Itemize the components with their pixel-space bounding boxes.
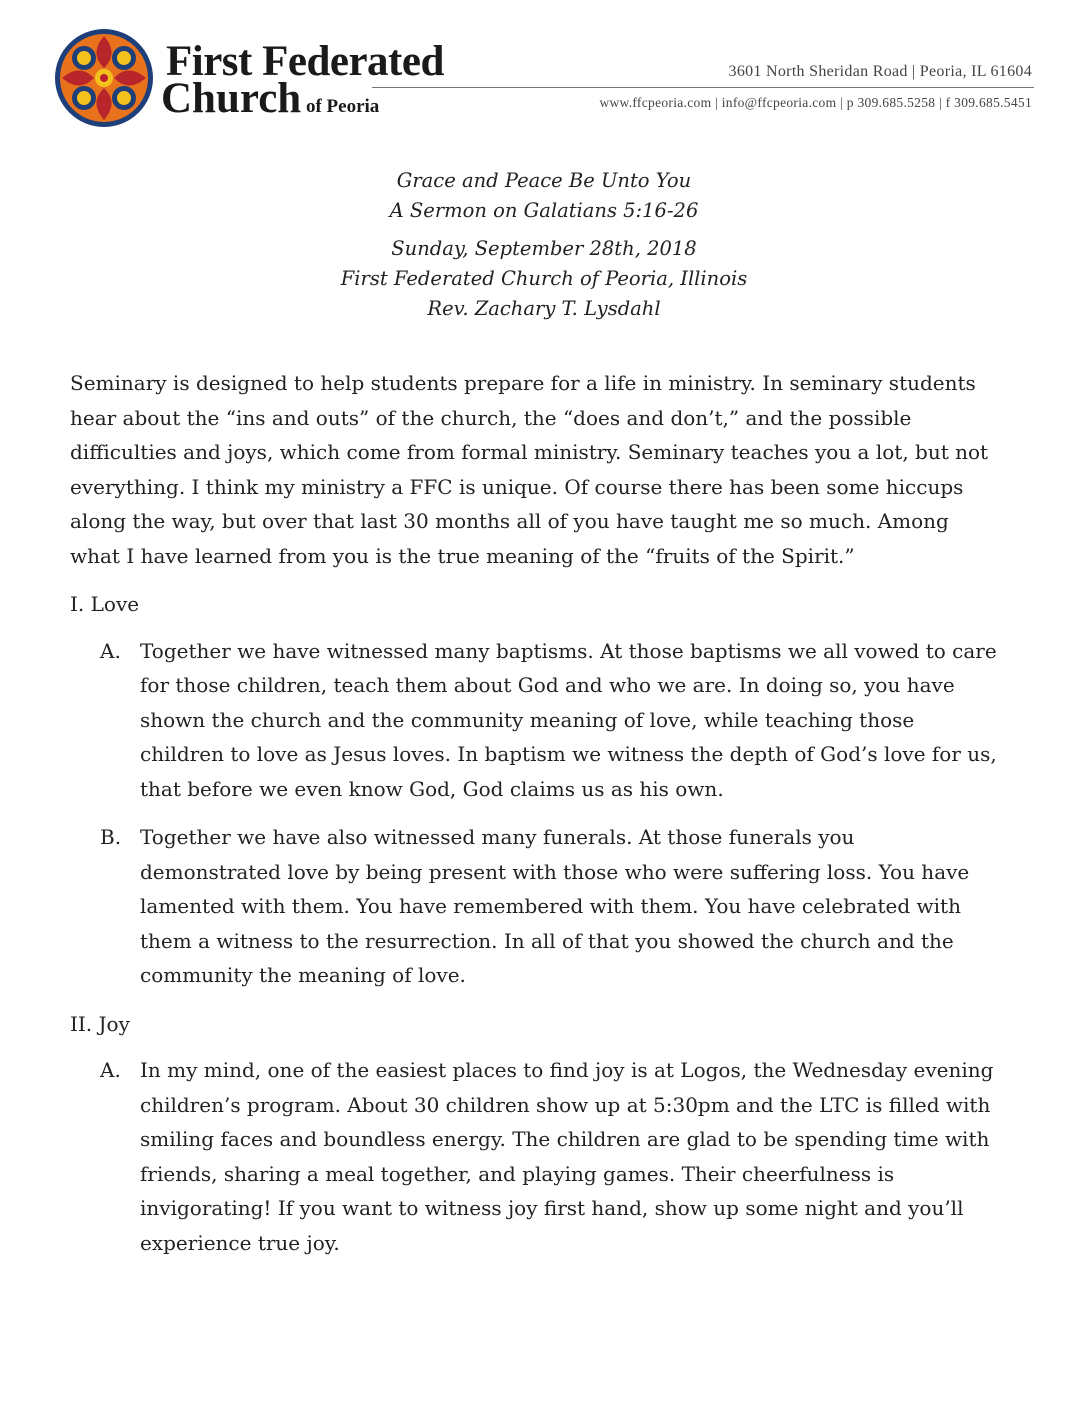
- title-gap: [0, 226, 1088, 234]
- org-name-of-peoria: of Peoria: [301, 96, 380, 117]
- outline-item-text: Together we have witnessed many baptisms. At those baptisms we all vowed to care for those children, teach them about God and who we are. In doing so, you have shown the church and the community meaning of love, while teaching those children to love as Jesus loves. In baptism we witness the depth of God’s love for us, that before we even know God, God claims us as his own.: [140, 638, 997, 801]
- org-name-line2: [161, 77, 379, 120]
- outline-item: [70, 1053, 1000, 1260]
- intro-paragraph: Seminary is designed to help students prepare for a life in ministry. In seminary students hear about the “ins and outs” of the church, the “does and don’t,” and the possible difficulties and joys, which come from formal ministry. Seminary teaches you a lot, but not everything. I think my ministry a FFC is unique. Of course there has been some hiccups along the way, but over that last 30 months all of you have taught me so much. Among what I have learned from you is the true meaning of the “fruits of the Spirit.”: [70, 371, 989, 568]
- sermon-title: Grace and Peace Be Unto You: [396, 169, 692, 192]
- address: 3601 North Sheridan Road | Peoria, IL 61604: [728, 63, 1032, 80]
- letterhead: [0, 0, 1088, 140]
- sermon-scripture: A Sermon on Galatians 5:16-26: [389, 199, 699, 222]
- outline-item-label: A.: [100, 638, 121, 663]
- org-name-line1: First Federated: [166, 38, 444, 85]
- sermon-date: Sunday, September 28th, 2018: [391, 237, 697, 260]
- church-logo-icon: [54, 28, 154, 128]
- sermon-body: [70, 366, 1000, 1274]
- sermon-location: First Federated Church of Peoria, Illinois: [340, 267, 748, 290]
- outline-item-text: In my mind, one of the easiest places to find joy is at Logos, the Wednesday evening children’s program. About 30 children show up at 5:30pm and the LTC is filled with smiling faces and boundless energy. The children are glad to be spending time with friends, sharing a meal together, and playing games. Their cheerfulness is invigorating! If you want to witness joy first hand, show up some night and you’ll experience true joy.: [140, 1058, 994, 1255]
- sermon-author: Rev. Zachary T. Lysdahl: [427, 297, 661, 320]
- outline-item-text: Together we have also witnessed many funerals. At those funerals you demonstrated love by being present with those who were suffering loss. You have lamented with them. You have remembered with them. You have celebrated with them a witness to the resurrection. In all of that you showed the church and the community the meaning of love.: [140, 825, 970, 987]
- letterhead-rule: [372, 87, 1034, 88]
- contact-info: www.ffcpeoria.com | info@ffcpeoria.com | p 309.685.5258 | f 309.685.5451: [599, 95, 1032, 110]
- org-name-church: Church: [161, 75, 302, 122]
- outline-item: [70, 634, 1000, 807]
- section-heading-love: I. Love: [70, 592, 140, 616]
- outline-item-label: B.: [100, 825, 122, 849]
- section-heading-joy: II. Joy: [70, 1011, 130, 1036]
- outline-item-label: A.: [100, 1058, 121, 1082]
- outline-item: [70, 820, 1000, 993]
- sermon-title-block: [0, 166, 1088, 324]
